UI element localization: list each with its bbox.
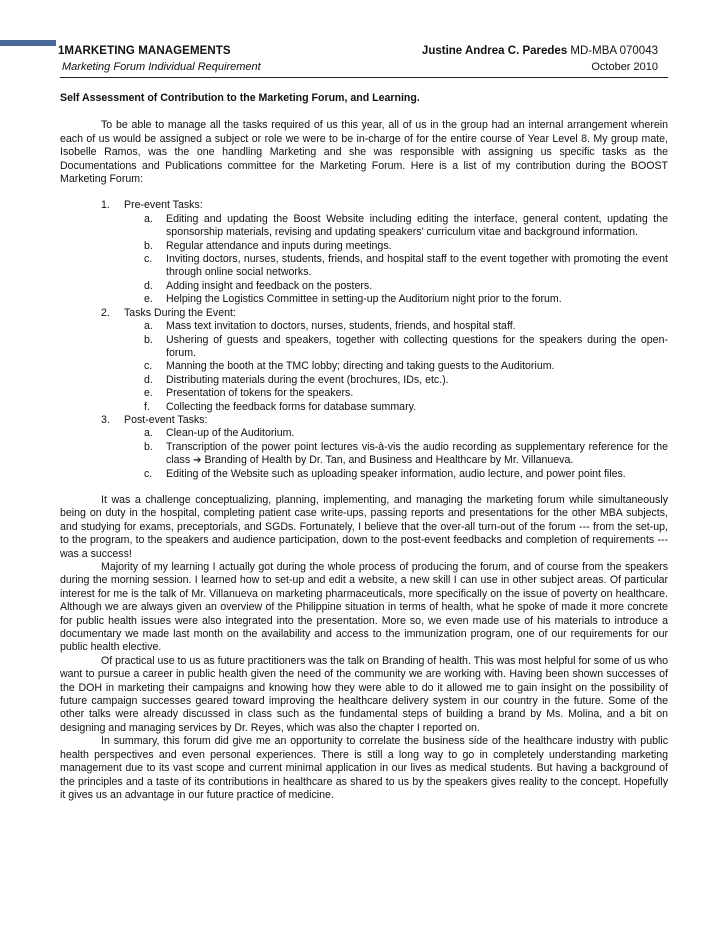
item-letter: c.: [144, 360, 153, 373]
item-letter: e.: [144, 387, 153, 400]
item-text-before: Transcription of the power point lectures vis-à-vis the audio recording as supplementary reference for the class: [166, 440, 668, 467]
item-text: Editing of the Website such as uploading speaker information, audio lecture, and power point files.: [166, 467, 626, 480]
contribution-list: [60, 199, 668, 481]
item-text: Ushering of guests and speakers, together with collecting questions for the speakers during the open-forum.: [166, 333, 668, 359]
item-letter: a.: [144, 427, 153, 440]
item-letter: b.: [144, 440, 153, 453]
item-text: Editing and updating the Boost Website including editing the interface, general content, updating the sponsorship materials, revising and updating speakers' curriculum vitae and background information.: [166, 212, 668, 239]
item-text-after: Branding of Health by Dr. Tan, and Business and Healthcare by Mr. Villanueva.: [204, 454, 574, 467]
intro-paragraph: To be able to manage all the tasks required of us this year, all of us in the group had an internal arrangement wherein each of us would be assigned a subject or role we were to be in-charge of for the entire course of Year Level 8. My group mate, Isobelle Ramos, was the one handling Marketing and she was responsible with assigning us specific tasks as the Documentations and Publications committee for the Marketing Forum. Here is a list of my contribution during the BOOST Marketing Forum:: [60, 119, 668, 186]
course-title: MARKETING MANAGEMENTS: [64, 45, 231, 57]
list-item: [124, 280, 668, 293]
item-text: Helping the Logistics Committee in setting-up the Auditorium night prior to the forum.: [166, 293, 562, 306]
subtitle: Marketing Forum Individual Requirement: [62, 61, 261, 73]
item-letter: b.: [144, 239, 153, 252]
list-number: 3.: [101, 413, 110, 426]
header-date: October 2010: [591, 61, 658, 73]
item-text: Manning the booth at the TMC lobby; directing and taking guests to the Auditorium.: [166, 360, 555, 373]
list-item: [124, 320, 668, 333]
item-text: Clean-up of the Auditorium.: [166, 427, 295, 440]
list-item: [124, 427, 668, 440]
list-item: [124, 334, 668, 361]
item-text: Collecting the feedback forms for database summary.: [166, 400, 417, 413]
item-text: Adding insight and feedback on the posters.: [166, 279, 373, 292]
item-text: Inviting doctors, nurses, students, friends, and hospital staff to the event together with promoting the event through online social networks.: [166, 253, 668, 279]
list-label: Pre-event Tasks:: [124, 199, 203, 212]
list-item: [124, 293, 668, 306]
body-paragraph: In summary, this forum did give me an opportunity to correlate the business side of the healthcare industry with public health perspectives and even personal experiences. There is still a long way to go in completely understanding marketing management due to its vast scope and current minimal application in our lives as medical students. But having a background of the principles and a taste of its contributions in healthcare as shared to us by the speakers gives reality to the concept. Hopefully it gives us an advantage in our future practice of medicine.: [60, 735, 668, 801]
list-item: [124, 374, 668, 387]
item-letter: e.: [144, 293, 153, 306]
body-paragraph: Majority of my learning I actually got during the whole process of producing the forum, and of course from the speakers during the morning session. I learned how to set-up and edit a website, a new skill I can use in other subject areas. Of particular interest for me is the talk of Mr. Villanueva on marketing pharmaceuticals, more specifically on the issue of poverty on healthcare. Although we are always given an overview of the Philippine situation in terms of health, what he spoke of made it more concrete for public health issues were also integrated into the presentation. More so, we even made use of his materials to introduce a documentary we made last month on the availability and access to the immunization program, one of our requirements for our public health elective.: [60, 561, 668, 654]
item-text: Regular attendance and inputs during meetings.: [166, 239, 392, 252]
item-letter: c.: [144, 253, 153, 266]
list-item: [124, 253, 668, 280]
arrow-right-icon: ➔: [193, 455, 202, 467]
list-label: Tasks During the Event:: [124, 306, 236, 319]
item-letter: a.: [144, 212, 153, 225]
document-body: [60, 92, 668, 802]
program-id: MD-MBA 070043: [570, 45, 658, 57]
list-label: Post-event Tasks:: [124, 413, 208, 426]
sub-list: [124, 213, 668, 307]
author-name: Justine Andrea C. Paredes: [421, 45, 568, 57]
item-letter: d.: [144, 373, 153, 386]
list-item: [124, 240, 668, 253]
item-letter: a.: [144, 320, 153, 333]
sub-list: [124, 427, 668, 481]
list-section: [60, 414, 668, 481]
list-section: [60, 307, 668, 414]
header-rule: [60, 77, 668, 78]
list-section: [60, 199, 668, 306]
list-item: [124, 360, 668, 373]
list-item: [124, 387, 668, 400]
list-number: 1.: [101, 199, 110, 212]
sub-list: [124, 320, 668, 414]
item-letter: f.: [144, 400, 150, 413]
list-item: [124, 441, 668, 468]
item-letter: b.: [144, 333, 153, 346]
header-accent-bar: [0, 40, 56, 46]
page-number: 1: [58, 45, 65, 57]
item-text: Mass text invitation to doctors, nurses, students, friends, and hospital staff.: [166, 320, 516, 333]
body-paragraph: Of practical use to us as future practitioners was the talk on Branding of health. This was most helpful for some of us who want to pursue a career in public health given the need of the community we are working with. Having been shown successes of the DOH in marketing their campaigns and knowing how they were able to do it allowed me to gain insight on the possibility of future campaign successes geared toward improving the healthcare delivery system in our country in the future. Some of the other talks were already discussed in class such as the fundamental steps of building a brand by Ms. Molina, and a bit on designing and managing services by Dr. Reyes, which was also the chapter I reported on.: [60, 654, 668, 734]
item-text: Distributing materials during the event (brochures, IDs, etc.).: [166, 373, 449, 386]
list-number: 2.: [101, 306, 110, 319]
list-item: [124, 468, 668, 481]
body-paragraph: It was a challenge conceptualizing, planning, implementing, and managing the marketing forum while simultaneously being on duty in the hospital, completing patient case write-ups, passing reports and presentations for the other MBA subjects, and studying for exams, preceptorials, and SGDs. Fortunately, I believe that the over-all turn-out of the forum --- from the set-up, to the program, to the speakers and audience participation, down to the post-event feedbacks and completion of requirements --- was a success!: [60, 493, 668, 560]
item-letter: c.: [144, 467, 153, 480]
author-block: [422, 44, 658, 58]
item-text: Presentation of tokens for the speakers.: [166, 387, 354, 400]
header-subline: [62, 60, 658, 74]
document-title: Self Assessment of Contribution to the Marketing Forum, and Learning.: [60, 92, 420, 104]
list-item: [124, 401, 668, 414]
list-item: [124, 213, 668, 240]
header-line: [58, 44, 658, 58]
item-letter: d.: [144, 279, 153, 292]
